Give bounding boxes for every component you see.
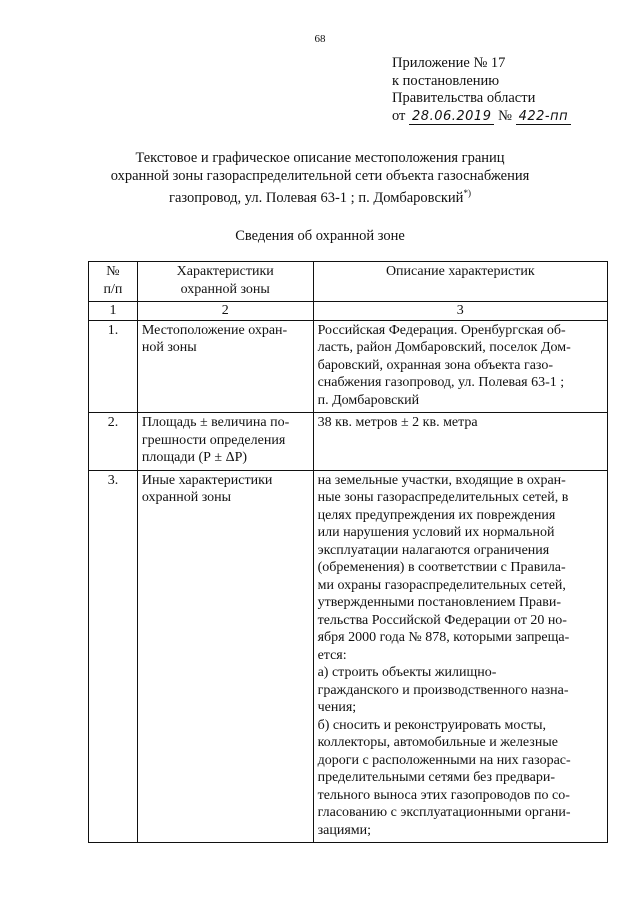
description-line: п. Домбаровский (317, 392, 420, 408)
description-line: дороги с расположенными на них газорас- (317, 752, 571, 768)
description-line: зациями; (317, 822, 372, 838)
description-line: ми охраны газораспределительных сетей, (317, 577, 566, 593)
row-number: 1. (89, 320, 138, 413)
description-line: эксплуатации налагаются ограничения (317, 542, 550, 558)
row-description (313, 413, 607, 471)
title-line-3 (0, 185, 640, 207)
description-line: (обременения) в соответствии с Правила- (317, 560, 566, 575)
characteristic-line: ной зоны (141, 340, 197, 355)
row-description (313, 470, 607, 843)
description-line: ется: (317, 647, 347, 663)
row-characteristic (137, 413, 313, 471)
description-line: или нарушения условий их нормальной (317, 525, 555, 540)
table-row (89, 413, 608, 471)
description-line: гражданского и производственного назна- (317, 682, 569, 698)
number-prefix: № (498, 107, 512, 124)
title-line-3-text: газопровод, ул. Полевая 63-1 ; п. Домбаровский (169, 189, 464, 206)
header-characteristic (137, 262, 313, 302)
description-line: снабжения газопровод, ул. Полевая 63-1 ; (317, 375, 565, 390)
characteristic-line: Местоположение охран- (141, 322, 288, 338)
header-characteristic-line-2: охранной зоны (180, 281, 270, 297)
appendix-line-2: к постановлению (392, 72, 500, 89)
handwritten-date: 28.06.2019 (409, 109, 494, 125)
description-line: на земельные участки, входящие в охран- (317, 472, 566, 488)
description-line: гласованию с эксплуатационными органи- (317, 805, 571, 820)
description-line: баровский, охранная зона объекта газо- (317, 357, 554, 373)
description-line: ласть, район Домбаровский, поселок Дом- (317, 340, 571, 355)
row-characteristic (137, 470, 313, 843)
row-number: 3. (89, 470, 138, 843)
section-subtitle: Сведения об охранной зоне (235, 228, 405, 244)
description-line: пределительными сетями без предвари- (317, 770, 555, 785)
description-line: б) сносить и реконструировать мосты, (317, 717, 546, 733)
characteristic-line: охранной зоны (141, 490, 232, 505)
appendix-line-1: Приложение № 17 (392, 55, 506, 71)
description-line: утвержденными постановлением Прави- (317, 595, 562, 610)
table-header-row (89, 262, 608, 302)
document-title (0, 150, 640, 207)
description-line: тельства Российской Федерации от 20 но- (317, 612, 567, 628)
header-number-line-2: п/п (103, 281, 123, 297)
characteristic-line: грешности определения (141, 432, 286, 448)
column-number-2: 2 (137, 302, 313, 321)
table-body (89, 320, 608, 843)
description-line: а) строить объекты жилищно- (317, 665, 497, 680)
description-line: 38 кв. метров ± 2 кв. метра (317, 415, 478, 430)
description-line: чения; (317, 700, 357, 715)
footnote-mark: *) (463, 188, 471, 198)
column-number-3: 3 (313, 302, 607, 321)
row-number: 2. (89, 413, 138, 471)
characteristic-line: Иные характеристики (141, 472, 273, 488)
appendix-block (392, 55, 571, 125)
description-line: тельного выноса этих газопроводов по со- (317, 787, 570, 803)
date-prefix: от (392, 107, 406, 124)
header-number-line-1: № (106, 264, 120, 279)
header-number (89, 262, 138, 302)
zone-info-table (88, 261, 608, 843)
handwritten-number: 422-пп (516, 109, 572, 125)
description-line: коллекторы, автомобильные и железные (317, 735, 558, 750)
column-number-row (89, 302, 608, 321)
title-line-1: Текстовое и графическое описание местоположения границ (135, 150, 505, 166)
header-characteristic-line-1: Характеристики (176, 264, 274, 279)
description-line: Российская Федерация. Оренбургская об- (317, 322, 566, 338)
row-description (313, 320, 607, 413)
description-line: целях предупреждения их повреждения (317, 507, 556, 523)
page-number: 68 (314, 33, 326, 45)
column-number-1: 1 (89, 302, 138, 321)
characteristic-line: площади (Р ± ΔР) (141, 450, 248, 465)
appendix-date-line (392, 108, 571, 126)
appendix-line-3: Правительства области (392, 90, 536, 106)
description-line: ные зоны газораспределительных сетей, в (317, 490, 569, 505)
description-line: ября 2000 года № 878, которыми запреща- (317, 630, 570, 645)
table-row (89, 320, 608, 413)
row-characteristic (137, 320, 313, 413)
table-row (89, 470, 608, 843)
header-description: Описание характеристик (313, 262, 607, 302)
title-line-2: охранной зоны газораспределительной сети объекта газоснабжения (110, 167, 530, 184)
characteristic-line: Площадь ± величина по- (141, 415, 290, 430)
